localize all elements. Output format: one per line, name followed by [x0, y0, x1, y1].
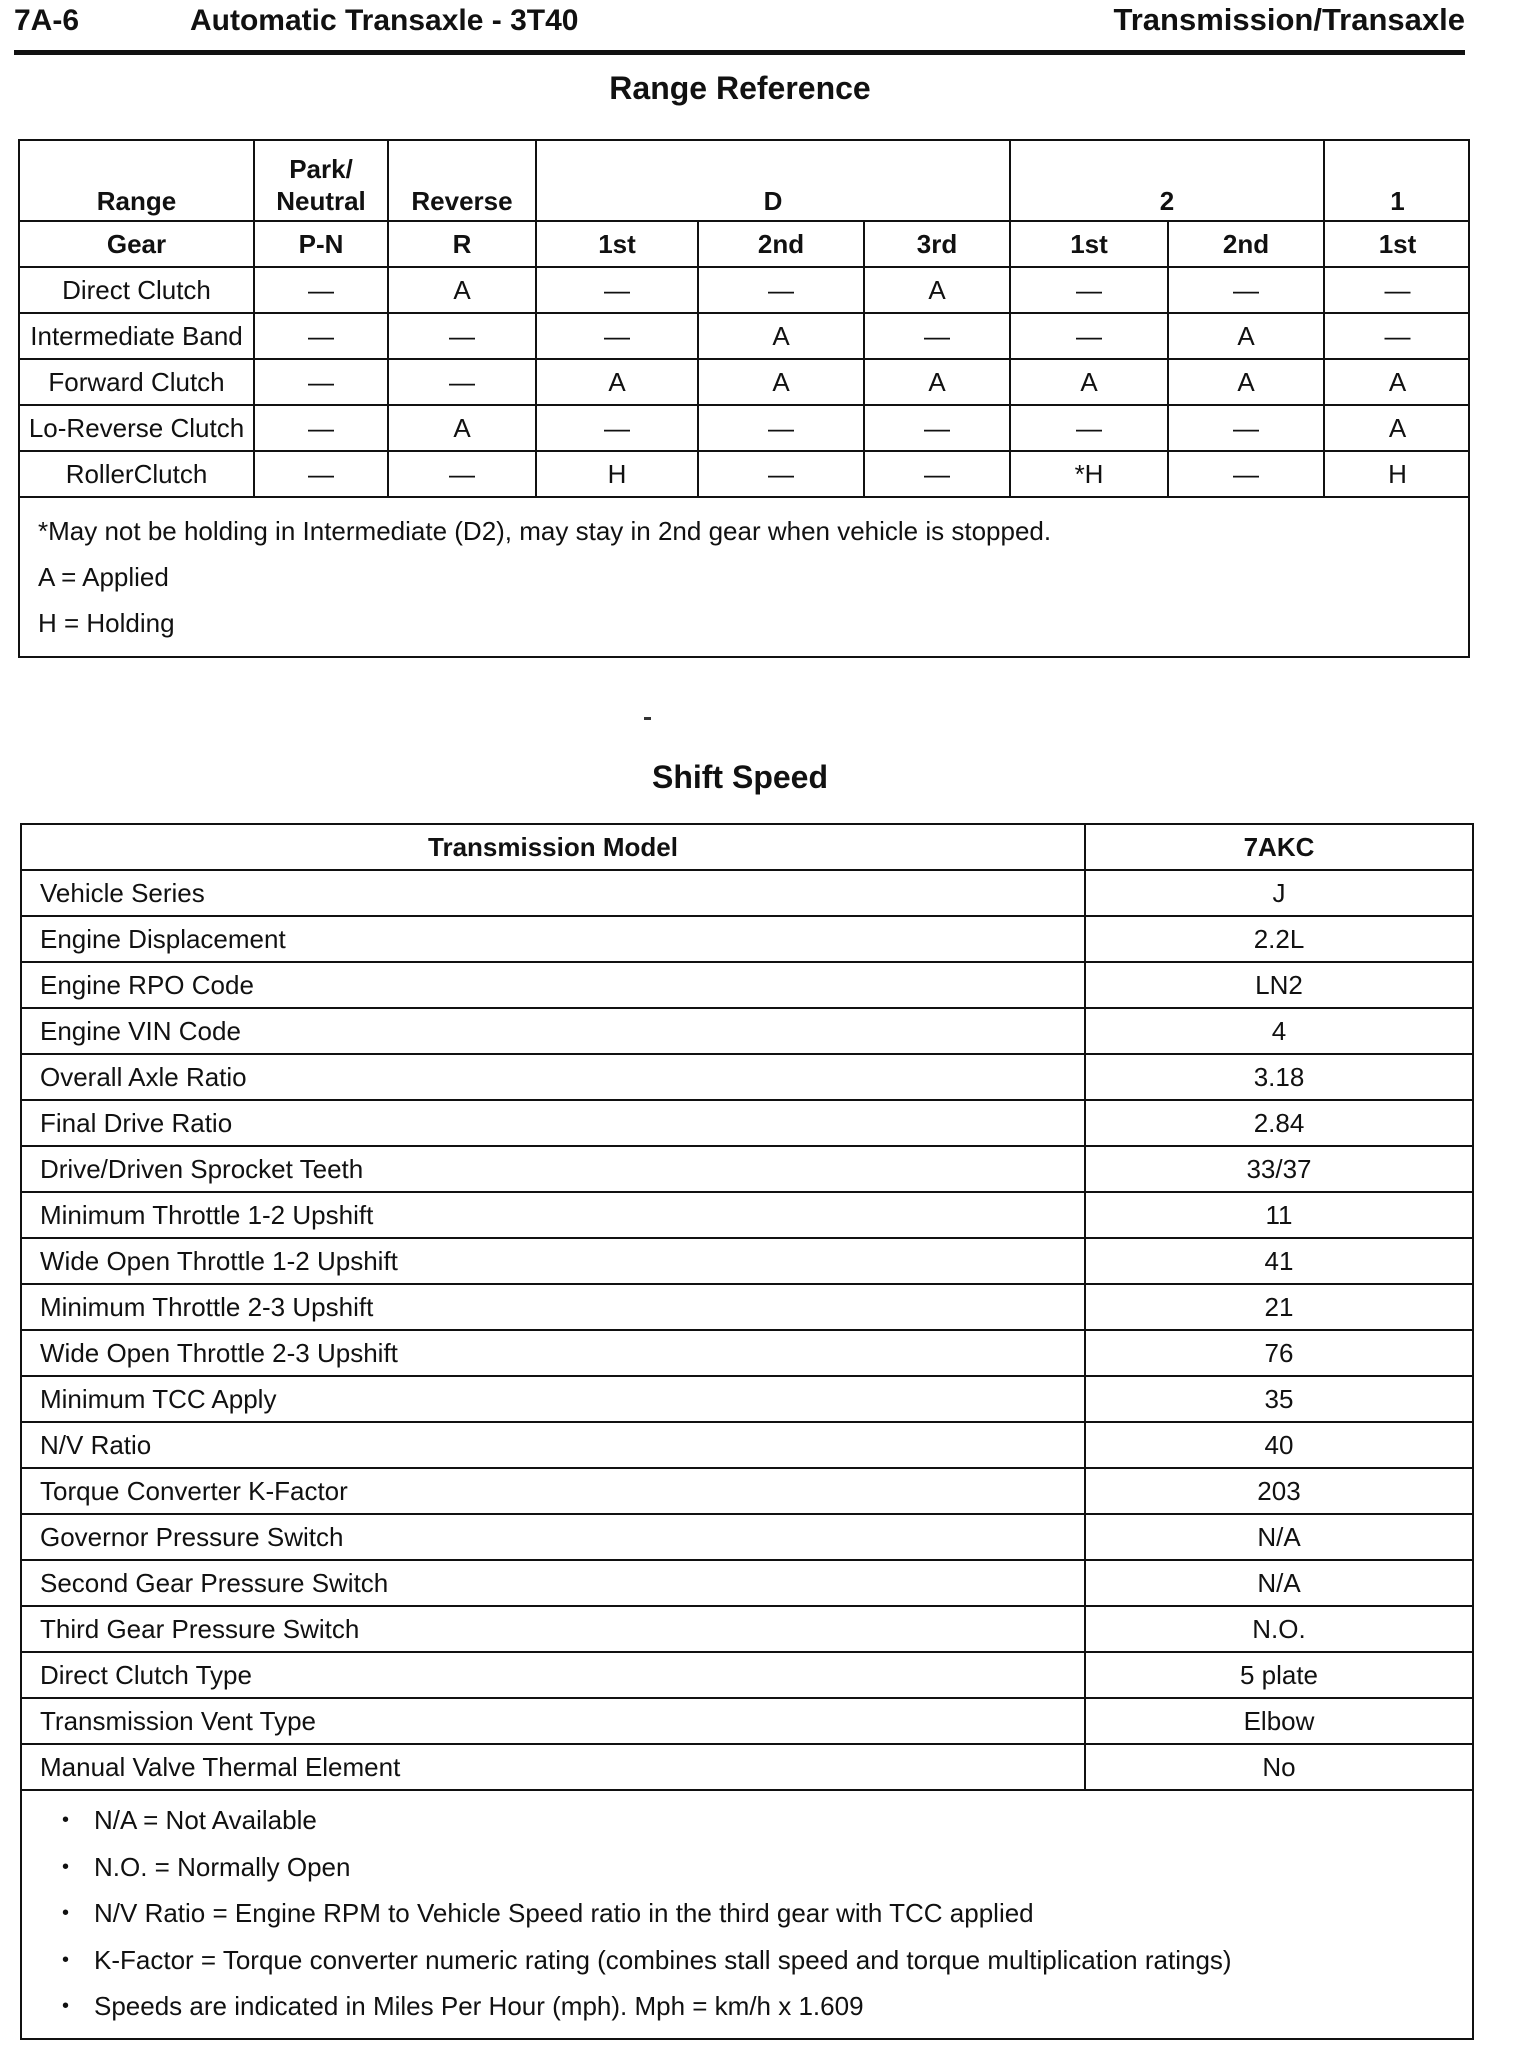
shift-header-row [22, 825, 1472, 870]
park-neutral-line2: Neutral [276, 186, 366, 216]
spec-value: 3.18 [1085, 1054, 1472, 1100]
range-cell: — [254, 451, 388, 496]
range-cell: — [388, 313, 536, 359]
spec-value: 5 plate [1085, 1652, 1472, 1698]
range-cell: — [536, 313, 698, 359]
range-cell: A [698, 313, 864, 359]
spec-label: Engine Displacement [22, 916, 1085, 962]
table-row [22, 1100, 1472, 1146]
table-row [20, 313, 1470, 359]
table-row [22, 870, 1472, 916]
spec-label: Second Gear Pressure Switch [22, 1560, 1085, 1606]
component-name: Forward Clutch [20, 359, 254, 405]
range-cell: — [536, 267, 698, 313]
table-row [20, 267, 1470, 313]
range-label: Range [20, 141, 254, 221]
second-range-header: 2 [1010, 141, 1324, 221]
spec-value: LN2 [1085, 962, 1472, 1008]
page-header [14, 0, 1465, 55]
component-name: Direct Clutch [20, 267, 254, 313]
range-cell: — [1324, 313, 1470, 359]
gear-header-row [20, 221, 1470, 267]
spec-value: N/A [1085, 1560, 1472, 1606]
spec-label: Transmission Vent Type [22, 1698, 1085, 1744]
range-cell: — [254, 313, 388, 359]
page-number: 7A-6 [14, 4, 80, 37]
range-cell: — [1010, 405, 1168, 451]
drive-range-header: D [536, 141, 1010, 221]
table-row [22, 1698, 1472, 1744]
range-note: *May not be holding in Intermediate (D2), may stay in 2nd gear when vehicle is stopped. [38, 516, 1052, 546]
range-cell: A [1168, 359, 1324, 405]
range-cell: — [864, 405, 1010, 451]
range-cell: — [698, 405, 864, 451]
park-neutral-header [254, 141, 388, 221]
spec-value: No [1085, 1744, 1472, 1789]
range-cell: A [1168, 313, 1324, 359]
range-cell: A [698, 359, 864, 405]
spec-value: N/A [1085, 1514, 1472, 1560]
spec-label: Final Drive Ratio [22, 1100, 1085, 1146]
range-notes [20, 496, 1468, 656]
table-row [20, 359, 1470, 405]
first-range-header: 1 [1324, 141, 1470, 221]
table-row [22, 1606, 1472, 1652]
gear-cell: 1st [1324, 221, 1470, 267]
list-item: • Speeds are indicated in Miles Per Hour (mph). Mph = km/h x 1.609 [62, 1983, 1472, 2030]
table-row [22, 1514, 1472, 1560]
table-row [22, 1652, 1472, 1698]
component-name: RollerClutch [20, 451, 254, 496]
table-row [22, 1376, 1472, 1422]
range-cell: A [1324, 405, 1470, 451]
table-row [22, 1192, 1472, 1238]
spec-label: Engine RPO Code [22, 962, 1085, 1008]
range-cell: H [536, 451, 698, 496]
range-cell: A [864, 359, 1010, 405]
range-cell: — [864, 313, 1010, 359]
spec-label: Minimum TCC Apply [22, 1376, 1085, 1422]
range-cell: A [388, 405, 536, 451]
spec-value: 35 [1085, 1376, 1472, 1422]
spec-value: Elbow [1085, 1698, 1472, 1744]
range-cell: — [698, 451, 864, 496]
table-row [22, 1560, 1472, 1606]
spec-value: 2.2L [1085, 916, 1472, 962]
spec-value: 76 [1085, 1330, 1472, 1376]
reverse-header: Reverse [388, 141, 536, 221]
table-row [22, 962, 1472, 1008]
list-item: • N.O. = Normally Open [62, 1844, 1472, 1891]
component-name: Intermediate Band [20, 313, 254, 359]
spec-label: Governor Pressure Switch [22, 1514, 1085, 1560]
spec-value: 11 [1085, 1192, 1472, 1238]
spec-value: 40 [1085, 1422, 1472, 1468]
table-row [22, 1284, 1472, 1330]
range-note: H = Holding [38, 608, 175, 638]
spec-value: J [1085, 870, 1472, 916]
spec-label: Drive/Driven Sprocket Teeth [22, 1146, 1085, 1192]
range-cell: — [388, 359, 536, 405]
table-row [22, 1146, 1472, 1192]
range-cell: *H [1010, 451, 1168, 496]
spec-value: 21 [1085, 1284, 1472, 1330]
spec-label: Manual Valve Thermal Element [22, 1744, 1085, 1789]
spec-label: Third Gear Pressure Switch [22, 1606, 1085, 1652]
table-row [22, 1238, 1472, 1284]
spec-label: Engine VIN Code [22, 1008, 1085, 1054]
park-neutral-line1: Park/ [289, 154, 353, 184]
gear-cell: 1st [1010, 221, 1168, 267]
model-header: Transmission Model [22, 825, 1085, 870]
range-cell: — [388, 451, 536, 496]
gear-cell: 3rd [864, 221, 1010, 267]
spec-label: Wide Open Throttle 1-2 Upshift [22, 1238, 1085, 1284]
range-cell: — [536, 405, 698, 451]
range-cell: — [254, 267, 388, 313]
shift-notes [22, 1789, 1472, 2038]
gear-cell: P-N [254, 221, 388, 267]
spec-value: 4 [1085, 1008, 1472, 1054]
gear-cell: 2nd [1168, 221, 1324, 267]
spec-label: Minimum Throttle 1-2 Upshift [22, 1192, 1085, 1238]
model-code: 7AKC [1085, 825, 1472, 870]
list-item: • N/V Ratio = Engine RPM to Vehicle Speed ratio in the third gear with TCC applied [62, 1890, 1472, 1937]
range-cell: A [864, 267, 1010, 313]
table-row [20, 405, 1470, 451]
range-cell: A [1324, 359, 1470, 405]
spec-label: Overall Axle Ratio [22, 1054, 1085, 1100]
range-cell: — [1324, 267, 1470, 313]
table-row [20, 451, 1470, 496]
range-cell: A [536, 359, 698, 405]
table-row [22, 1422, 1472, 1468]
range-cell: H [1324, 451, 1470, 496]
range-note: A = Applied [38, 562, 169, 592]
range-reference-table [18, 139, 1470, 658]
gear-cell: 1st [536, 221, 698, 267]
range-cell: A [388, 267, 536, 313]
document-title: Automatic Transaxle - 3T40 [190, 4, 579, 37]
range-cell: — [254, 359, 388, 405]
stray-mark [644, 717, 651, 720]
spec-label: N/V Ratio [22, 1422, 1085, 1468]
list-item: • N/A = Not Available [62, 1797, 1472, 1844]
table-row [22, 1008, 1472, 1054]
list-item: • K-Factor = Torque converter numeric rating (combines stall speed and torque multiplication ratings) [62, 1937, 1472, 1984]
table-row [22, 1468, 1472, 1514]
shift-speed-table [20, 823, 1474, 2040]
range-cell: A [1010, 359, 1168, 405]
gear-cell: 2nd [698, 221, 864, 267]
spec-value: N.O. [1085, 1606, 1472, 1652]
spec-value: 41 [1085, 1238, 1472, 1284]
spec-value: 2.84 [1085, 1100, 1472, 1146]
table-row [22, 1330, 1472, 1376]
spec-label: Minimum Throttle 2-3 Upshift [22, 1284, 1085, 1330]
component-name: Lo-Reverse Clutch [20, 405, 254, 451]
range-cell: — [1168, 405, 1324, 451]
range-cell: — [254, 405, 388, 451]
table-row [22, 1054, 1472, 1100]
range-cell: — [1010, 267, 1168, 313]
table-row [22, 916, 1472, 962]
range-cell: — [698, 267, 864, 313]
spec-label: Torque Converter K-Factor [22, 1468, 1085, 1514]
range-cell: — [864, 451, 1010, 496]
range-cell: — [1168, 451, 1324, 496]
spec-label: Wide Open Throttle 2-3 Upshift [22, 1330, 1085, 1376]
spec-value: 33/37 [1085, 1146, 1472, 1192]
range-header-row [20, 141, 1470, 221]
gear-cell: R [388, 221, 536, 267]
range-cell: — [1010, 313, 1168, 359]
range-reference-title: Range Reference [609, 70, 871, 106]
section-name: Transmission/Transaxle [1113, 2, 1465, 37]
gear-cell: Gear [20, 221, 254, 267]
spec-value: 203 [1085, 1468, 1472, 1514]
spec-label: Direct Clutch Type [22, 1652, 1085, 1698]
range-cell: — [1168, 267, 1324, 313]
shift-speed-title: Shift Speed [651, 759, 828, 795]
spec-label: Vehicle Series [22, 870, 1085, 916]
table-row [22, 1744, 1472, 1789]
